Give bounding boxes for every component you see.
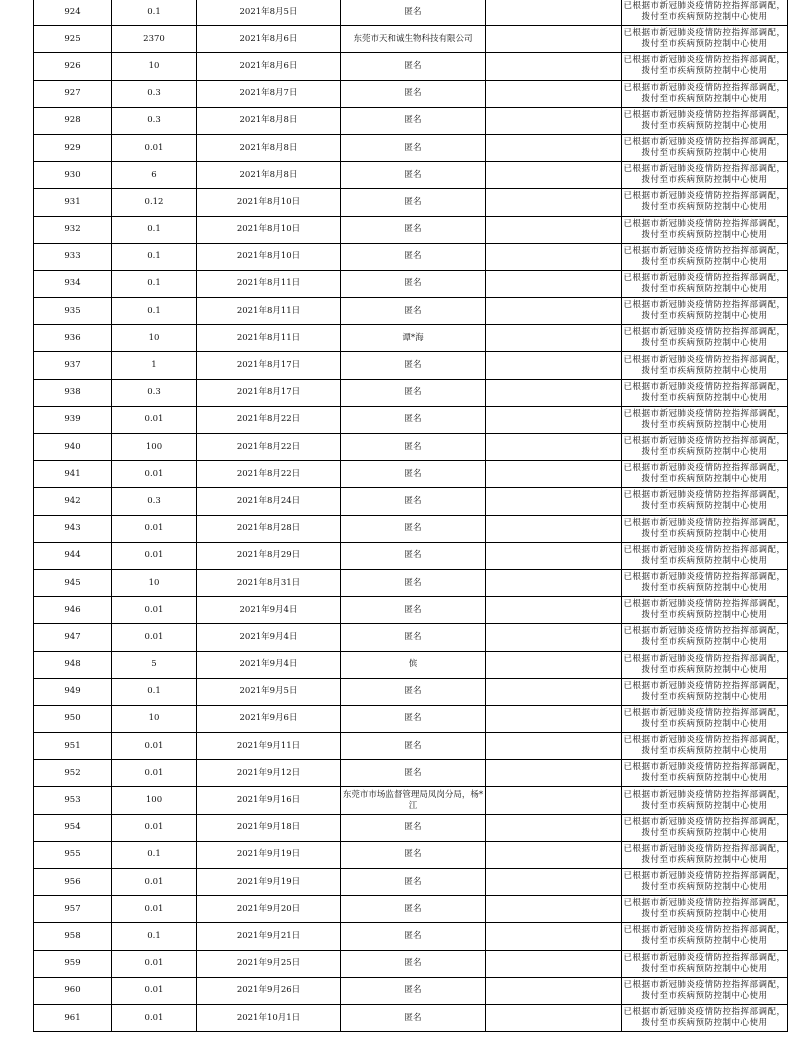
table-row xyxy=(34,80,788,107)
amount-cell: 10 xyxy=(112,325,197,352)
donor-cell: 匿名 xyxy=(341,298,486,325)
date-cell: 2021年9月4日 xyxy=(197,597,341,624)
date-cell: 2021年9月18日 xyxy=(197,814,341,841)
usage-note-cell: 已根据市新冠肺炎疫情防控指挥部调配，拨付至市疾病预防控制中心使用 xyxy=(622,923,788,950)
amount-cell: 2370 xyxy=(112,26,197,53)
row-number-cell: 959 xyxy=(34,950,112,977)
donor-cell: 匿名 xyxy=(341,597,486,624)
amount-cell: 1 xyxy=(112,352,197,379)
usage-note-cell: 已根据市新冠肺炎疫情防控指挥部调配，拨付至市疾病预防控制中心使用 xyxy=(622,678,788,705)
date-cell: 2021年9月6日 xyxy=(197,705,341,732)
table-row xyxy=(34,379,788,406)
row-number-cell: 928 xyxy=(34,107,112,134)
empty-cell xyxy=(486,1004,622,1031)
usage-note-cell: 已根据市新冠肺炎疫情防控指挥部调配，拨付至市疾病预防控制中心使用 xyxy=(622,0,788,26)
date-cell: 2021年8月10日 xyxy=(197,216,341,243)
row-number-cell: 958 xyxy=(34,923,112,950)
row-number-cell: 955 xyxy=(34,841,112,868)
amount-cell: 0.1 xyxy=(112,298,197,325)
amount-cell: 0.12 xyxy=(112,189,197,216)
table-row xyxy=(34,134,788,161)
usage-note-cell: 已根据市新冠肺炎疫情防控指挥部调配，拨付至市疾病预防控制中心使用 xyxy=(622,406,788,433)
donor-cell: 匿名 xyxy=(341,624,486,651)
donor-cell: 匿名 xyxy=(341,760,486,787)
amount-cell: 0.01 xyxy=(112,406,197,433)
row-number-cell: 937 xyxy=(34,352,112,379)
empty-cell xyxy=(486,814,622,841)
amount-cell: 10 xyxy=(112,569,197,596)
usage-note-cell: 已根据市新冠肺炎疫情防控指挥部调配，拨付至市疾病预防控制中心使用 xyxy=(622,461,788,488)
empty-cell xyxy=(486,760,622,787)
row-number-cell: 925 xyxy=(34,26,112,53)
usage-note-cell: 已根据市新冠肺炎疫情防控指挥部调配，拨付至市疾病预防控制中心使用 xyxy=(622,189,788,216)
row-number-cell: 949 xyxy=(34,678,112,705)
row-number-cell: 926 xyxy=(34,53,112,80)
amount-cell: 0.3 xyxy=(112,80,197,107)
usage-note-cell: 已根据市新冠肺炎疫情防控指挥部调配，拨付至市疾病预防控制中心使用 xyxy=(622,977,788,1004)
usage-note-cell: 已根据市新冠肺炎疫情防控指挥部调配，拨付至市疾病预防控制中心使用 xyxy=(622,841,788,868)
usage-note-cell: 已根据市新冠肺炎疫情防控指挥部调配，拨付至市疾病预防控制中心使用 xyxy=(622,434,788,461)
table-row xyxy=(34,243,788,270)
empty-cell xyxy=(486,26,622,53)
amount-cell: 0.01 xyxy=(112,542,197,569)
usage-note-cell: 已根据市新冠肺炎疫情防控指挥部调配，拨付至市疾病预防控制中心使用 xyxy=(622,814,788,841)
date-cell: 2021年8月29日 xyxy=(197,542,341,569)
table-row xyxy=(34,189,788,216)
table-row xyxy=(34,406,788,433)
usage-note-cell: 已根据市新冠肺炎疫情防控指挥部调配，拨付至市疾病预防控制中心使用 xyxy=(622,243,788,270)
date-cell: 2021年9月26日 xyxy=(197,977,341,1004)
date-cell: 2021年8月22日 xyxy=(197,406,341,433)
amount-cell: 0.01 xyxy=(112,1004,197,1031)
table-row xyxy=(34,107,788,134)
amount-cell: 0.01 xyxy=(112,597,197,624)
table-row xyxy=(34,678,788,705)
row-number-cell: 936 xyxy=(34,325,112,352)
date-cell: 2021年8月24日 xyxy=(197,488,341,515)
row-number-cell: 961 xyxy=(34,1004,112,1031)
donor-cell: 匿名 xyxy=(341,134,486,161)
row-number-cell: 933 xyxy=(34,243,112,270)
amount-cell: 0.01 xyxy=(112,733,197,760)
table-row xyxy=(34,1004,788,1031)
row-number-cell: 938 xyxy=(34,379,112,406)
table-row xyxy=(34,950,788,977)
empty-cell xyxy=(486,896,622,923)
table-row xyxy=(34,705,788,732)
usage-note-cell: 已根据市新冠肺炎疫情防控指挥部调配，拨付至市疾病预防控制中心使用 xyxy=(622,787,788,814)
usage-note-cell: 已根据市新冠肺炎疫情防控指挥部调配，拨付至市疾病预防控制中心使用 xyxy=(622,352,788,379)
donor-cell: 匿名 xyxy=(341,950,486,977)
date-cell: 2021年8月10日 xyxy=(197,243,341,270)
table-row xyxy=(34,461,788,488)
usage-note-cell: 已根据市新冠肺炎疫情防控指挥部调配，拨付至市疾病预防控制中心使用 xyxy=(622,26,788,53)
donor-cell: 匿名 xyxy=(341,107,486,134)
donor-cell: 匿名 xyxy=(341,1004,486,1031)
date-cell: 2021年8月11日 xyxy=(197,325,341,352)
table-row xyxy=(34,488,788,515)
usage-note-cell: 已根据市新冠肺炎疫情防控指挥部调配，拨付至市疾病预防控制中心使用 xyxy=(622,325,788,352)
table-row xyxy=(34,896,788,923)
usage-note-cell: 已根据市新冠肺炎疫情防控指挥部调配，拨付至市疾病预防控制中心使用 xyxy=(622,53,788,80)
table-row xyxy=(34,26,788,53)
row-number-cell: 945 xyxy=(34,569,112,596)
row-number-cell: 940 xyxy=(34,434,112,461)
donor-cell: 谭*海 xyxy=(341,325,486,352)
date-cell: 2021年8月17日 xyxy=(197,379,341,406)
usage-note-cell: 已根据市新冠肺炎疫情防控指挥部调配，拨付至市疾病预防控制中心使用 xyxy=(622,597,788,624)
row-number-cell: 935 xyxy=(34,298,112,325)
empty-cell xyxy=(486,488,622,515)
row-number-cell: 931 xyxy=(34,189,112,216)
empty-cell xyxy=(486,0,622,26)
date-cell: 2021年9月19日 xyxy=(197,869,341,896)
table-row xyxy=(34,869,788,896)
donor-cell: 匿名 xyxy=(341,461,486,488)
amount-cell: 0.01 xyxy=(112,461,197,488)
amount-cell: 0.1 xyxy=(112,841,197,868)
empty-cell xyxy=(486,298,622,325)
donor-cell: 匿名 xyxy=(341,352,486,379)
empty-cell xyxy=(486,787,622,814)
row-number-cell: 941 xyxy=(34,461,112,488)
date-cell: 2021年8月22日 xyxy=(197,434,341,461)
empty-cell xyxy=(486,869,622,896)
donor-cell: 匿名 xyxy=(341,733,486,760)
usage-note-cell: 已根据市新冠肺炎疫情防控指挥部调配，拨付至市疾病预防控制中心使用 xyxy=(622,134,788,161)
donor-cell: 匿名 xyxy=(341,379,486,406)
date-cell: 2021年8月28日 xyxy=(197,515,341,542)
empty-cell xyxy=(486,379,622,406)
amount-cell: 10 xyxy=(112,705,197,732)
usage-note-cell: 已根据市新冠肺炎疫情防控指挥部调配，拨付至市疾病预防控制中心使用 xyxy=(622,542,788,569)
amount-cell: 100 xyxy=(112,434,197,461)
donor-cell: 匿名 xyxy=(341,814,486,841)
amount-cell: 5 xyxy=(112,651,197,678)
amount-cell: 0.1 xyxy=(112,923,197,950)
table-row xyxy=(34,162,788,189)
usage-note-cell: 已根据市新冠肺炎疫情防控指挥部调配，拨付至市疾病预防控制中心使用 xyxy=(622,80,788,107)
donor-cell: 匿名 xyxy=(341,406,486,433)
empty-cell xyxy=(486,923,622,950)
table-row xyxy=(34,542,788,569)
empty-cell xyxy=(486,950,622,977)
row-number-cell: 953 xyxy=(34,787,112,814)
row-number-cell: 939 xyxy=(34,406,112,433)
table-row xyxy=(34,298,788,325)
empty-cell xyxy=(486,189,622,216)
amount-cell: 10 xyxy=(112,53,197,80)
empty-cell xyxy=(486,134,622,161)
table-row xyxy=(34,977,788,1004)
table-row xyxy=(34,923,788,950)
donor-cell: 东莞市天和诚生物科技有限公司 xyxy=(341,26,486,53)
donor-cell: 匿名 xyxy=(341,896,486,923)
amount-cell: 0.01 xyxy=(112,950,197,977)
empty-cell xyxy=(486,162,622,189)
table-row xyxy=(34,515,788,542)
row-number-cell: 944 xyxy=(34,542,112,569)
amount-cell: 0.3 xyxy=(112,379,197,406)
empty-cell xyxy=(486,624,622,651)
empty-cell xyxy=(486,705,622,732)
date-cell: 2021年9月21日 xyxy=(197,923,341,950)
table-row xyxy=(34,760,788,787)
empty-cell xyxy=(486,651,622,678)
donation-table-body xyxy=(34,0,788,1032)
table-row xyxy=(34,814,788,841)
amount-cell: 0.1 xyxy=(112,216,197,243)
empty-cell xyxy=(486,352,622,379)
empty-cell xyxy=(486,841,622,868)
table-row xyxy=(34,733,788,760)
date-cell: 2021年8月8日 xyxy=(197,162,341,189)
usage-note-cell: 已根据市新冠肺炎疫情防控指挥部调配，拨付至市疾病预防控制中心使用 xyxy=(622,569,788,596)
usage-note-cell: 已根据市新冠肺炎疫情防控指挥部调配，拨付至市疾病预防控制中心使用 xyxy=(622,950,788,977)
table-row xyxy=(34,352,788,379)
date-cell: 2021年8月31日 xyxy=(197,569,341,596)
usage-note-cell: 已根据市新冠肺炎疫情防控指挥部调配，拨付至市疾病预防控制中心使用 xyxy=(622,515,788,542)
date-cell: 2021年8月10日 xyxy=(197,189,341,216)
usage-note-cell: 已根据市新冠肺炎疫情防控指挥部调配，拨付至市疾病预防控制中心使用 xyxy=(622,705,788,732)
usage-note-cell: 已根据市新冠肺炎疫情防控指挥部调配，拨付至市疾病预防控制中心使用 xyxy=(622,733,788,760)
empty-cell xyxy=(486,53,622,80)
date-cell: 2021年8月8日 xyxy=(197,107,341,134)
empty-cell xyxy=(486,542,622,569)
table-row xyxy=(34,569,788,596)
date-cell: 2021年9月5日 xyxy=(197,678,341,705)
amount-cell: 0.01 xyxy=(112,896,197,923)
empty-cell xyxy=(486,597,622,624)
amount-cell: 0.01 xyxy=(112,977,197,1004)
date-cell: 2021年9月12日 xyxy=(197,760,341,787)
amount-cell: 100 xyxy=(112,787,197,814)
date-cell: 2021年9月19日 xyxy=(197,841,341,868)
donor-cell: 匿名 xyxy=(341,0,486,26)
amount-cell: 0.01 xyxy=(112,869,197,896)
donor-cell: 匿名 xyxy=(341,705,486,732)
row-number-cell: 950 xyxy=(34,705,112,732)
empty-cell xyxy=(486,515,622,542)
date-cell: 2021年8月22日 xyxy=(197,461,341,488)
row-number-cell: 946 xyxy=(34,597,112,624)
table-row xyxy=(34,597,788,624)
amount-cell: 0.3 xyxy=(112,107,197,134)
amount-cell: 0.1 xyxy=(112,0,197,26)
usage-note-cell: 已根据市新冠肺炎疫情防控指挥部调配，拨付至市疾病预防控制中心使用 xyxy=(622,651,788,678)
amount-cell: 0.3 xyxy=(112,488,197,515)
table-row xyxy=(34,216,788,243)
usage-note-cell: 已根据市新冠肺炎疫情防控指挥部调配，拨付至市疾病预防控制中心使用 xyxy=(622,162,788,189)
row-number-cell: 934 xyxy=(34,270,112,297)
row-number-cell: 930 xyxy=(34,162,112,189)
row-number-cell: 929 xyxy=(34,134,112,161)
amount-cell: 0.01 xyxy=(112,760,197,787)
empty-cell xyxy=(486,107,622,134)
table-row xyxy=(34,53,788,80)
date-cell: 2021年9月25日 xyxy=(197,950,341,977)
date-cell: 2021年8月6日 xyxy=(197,26,341,53)
date-cell: 2021年9月20日 xyxy=(197,896,341,923)
date-cell: 2021年8月7日 xyxy=(197,80,341,107)
row-number-cell: 927 xyxy=(34,80,112,107)
date-cell: 2021年10月1日 xyxy=(197,1004,341,1031)
empty-cell xyxy=(486,406,622,433)
donor-cell: 匿名 xyxy=(341,977,486,1004)
empty-cell xyxy=(486,270,622,297)
empty-cell xyxy=(486,216,622,243)
donor-cell: 匿名 xyxy=(341,162,486,189)
donor-cell: 东莞市市场监督管理局凤岗分局，杨*江 xyxy=(341,787,486,814)
date-cell: 2021年8月11日 xyxy=(197,270,341,297)
donor-cell: 匿名 xyxy=(341,542,486,569)
date-cell: 2021年9月4日 xyxy=(197,624,341,651)
date-cell: 2021年9月16日 xyxy=(197,787,341,814)
row-number-cell: 954 xyxy=(34,814,112,841)
amount-cell: 0.1 xyxy=(112,243,197,270)
donor-cell: 匿名 xyxy=(341,270,486,297)
table-row xyxy=(34,787,788,814)
donor-cell: 匿名 xyxy=(341,515,486,542)
empty-cell xyxy=(486,461,622,488)
date-cell: 2021年8月11日 xyxy=(197,298,341,325)
donor-cell: 匿名 xyxy=(341,434,486,461)
amount-cell: 0.01 xyxy=(112,814,197,841)
usage-note-cell: 已根据市新冠肺炎疫情防控指挥部调配，拨付至市疾病预防控制中心使用 xyxy=(622,298,788,325)
row-number-cell: 948 xyxy=(34,651,112,678)
table-row xyxy=(34,651,788,678)
usage-note-cell: 已根据市新冠肺炎疫情防控指挥部调配，拨付至市疾病预防控制中心使用 xyxy=(622,896,788,923)
table-row xyxy=(34,841,788,868)
donor-cell: 匿名 xyxy=(341,243,486,270)
usage-note-cell: 已根据市新冠肺炎疫情防控指挥部调配，拨付至市疾病预防控制中心使用 xyxy=(622,624,788,651)
empty-cell xyxy=(486,977,622,1004)
empty-cell xyxy=(486,733,622,760)
donation-table xyxy=(33,0,788,1032)
table-row xyxy=(34,270,788,297)
usage-note-cell: 已根据市新冠肺炎疫情防控指挥部调配，拨付至市疾病预防控制中心使用 xyxy=(622,760,788,787)
table-row xyxy=(34,624,788,651)
row-number-cell: 956 xyxy=(34,869,112,896)
row-number-cell: 957 xyxy=(34,896,112,923)
amount-cell: 0.1 xyxy=(112,678,197,705)
row-number-cell: 952 xyxy=(34,760,112,787)
row-number-cell: 947 xyxy=(34,624,112,651)
donor-cell: 匿名 xyxy=(341,488,486,515)
usage-note-cell: 已根据市新冠肺炎疫情防控指挥部调配，拨付至市疾病预防控制中心使用 xyxy=(622,379,788,406)
date-cell: 2021年8月8日 xyxy=(197,134,341,161)
row-number-cell: 932 xyxy=(34,216,112,243)
usage-note-cell: 已根据市新冠肺炎疫情防控指挥部调配，拨付至市疾病预防控制中心使用 xyxy=(622,1004,788,1031)
row-number-cell: 943 xyxy=(34,515,112,542)
usage-note-cell: 已根据市新冠肺炎疫情防控指挥部调配，拨付至市疾病预防控制中心使用 xyxy=(622,869,788,896)
usage-note-cell: 已根据市新冠肺炎疫情防控指挥部调配，拨付至市疾病预防控制中心使用 xyxy=(622,216,788,243)
date-cell: 2021年9月4日 xyxy=(197,651,341,678)
empty-cell xyxy=(486,434,622,461)
table-row xyxy=(34,0,788,26)
table-row xyxy=(34,325,788,352)
donor-cell: 匿名 xyxy=(341,841,486,868)
amount-cell: 0.01 xyxy=(112,624,197,651)
donor-cell: 匿名 xyxy=(341,569,486,596)
empty-cell xyxy=(486,325,622,352)
usage-note-cell: 已根据市新冠肺炎疫情防控指挥部调配，拨付至市疾病预防控制中心使用 xyxy=(622,488,788,515)
donor-cell: 匿名 xyxy=(341,869,486,896)
donor-cell: 匿名 xyxy=(341,80,486,107)
donor-cell: 匿名 xyxy=(341,678,486,705)
row-number-cell: 942 xyxy=(34,488,112,515)
amount-cell: 6 xyxy=(112,162,197,189)
date-cell: 2021年9月11日 xyxy=(197,733,341,760)
table-row xyxy=(34,434,788,461)
donor-cell: 匿名 xyxy=(341,923,486,950)
usage-note-cell: 已根据市新冠肺炎疫情防控指挥部调配，拨付至市疾病预防控制中心使用 xyxy=(622,270,788,297)
empty-cell xyxy=(486,569,622,596)
date-cell: 2021年8月5日 xyxy=(197,0,341,26)
amount-cell: 0.01 xyxy=(112,515,197,542)
amount-cell: 0.1 xyxy=(112,270,197,297)
date-cell: 2021年8月17日 xyxy=(197,352,341,379)
usage-note-cell: 已根据市新冠肺炎疫情防控指挥部调配，拨付至市疾病预防控制中心使用 xyxy=(622,107,788,134)
donor-cell: 傧 xyxy=(341,651,486,678)
row-number-cell: 924 xyxy=(34,0,112,26)
donor-cell: 匿名 xyxy=(341,53,486,80)
row-number-cell: 951 xyxy=(34,733,112,760)
row-number-cell: 960 xyxy=(34,977,112,1004)
empty-cell xyxy=(486,80,622,107)
donor-cell: 匿名 xyxy=(341,216,486,243)
donor-cell: 匿名 xyxy=(341,189,486,216)
date-cell: 2021年8月6日 xyxy=(197,53,341,80)
empty-cell xyxy=(486,678,622,705)
amount-cell: 0.01 xyxy=(112,134,197,161)
empty-cell xyxy=(486,243,622,270)
